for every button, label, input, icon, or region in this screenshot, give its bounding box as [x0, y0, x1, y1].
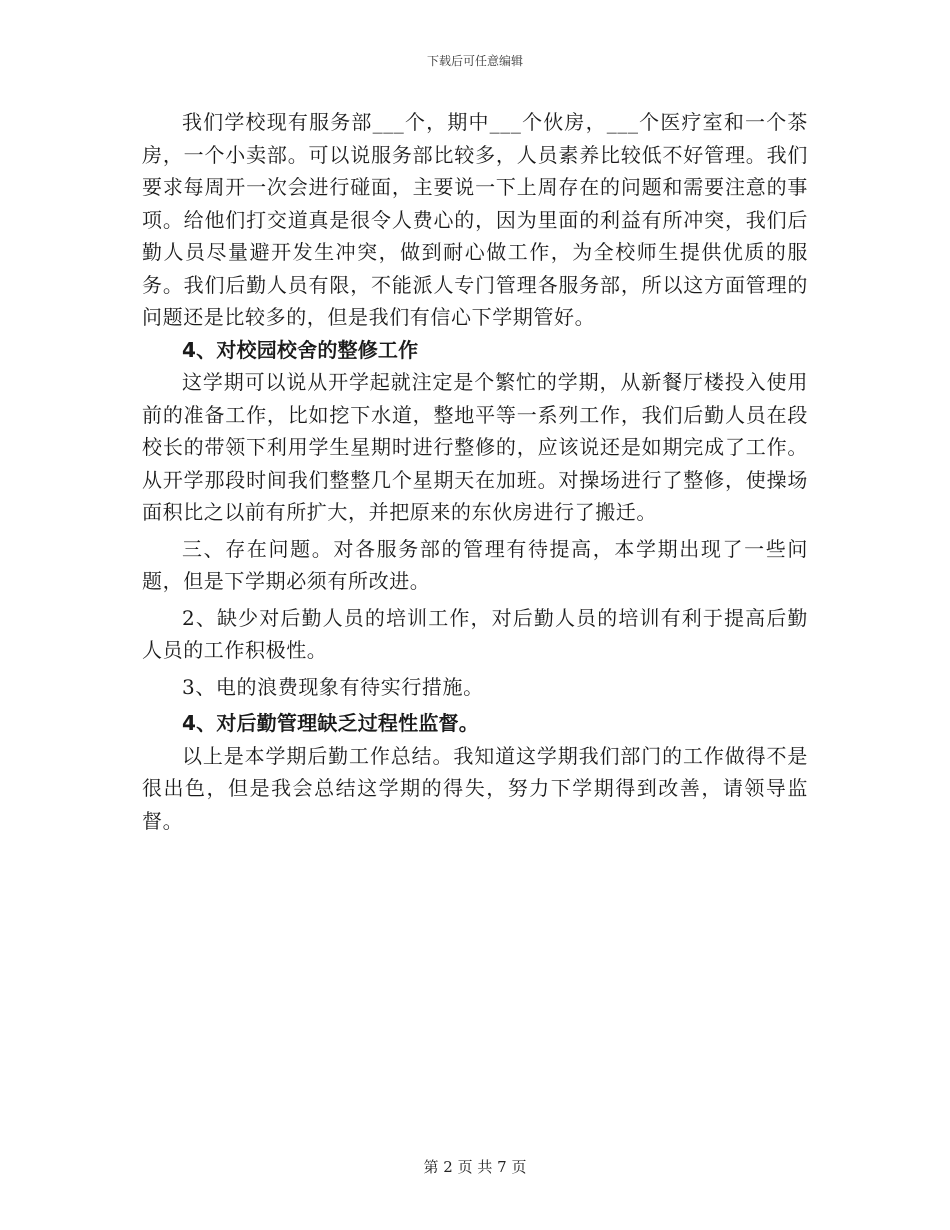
section-heading-campus-repair: 4、对校园校舍的整修工作 — [182, 337, 419, 362]
paragraph-training: 2、缺少对后勤人员的培训工作，对后勤人员的培训有利于提高后勤人员的工作积极性。 — [142, 605, 808, 662]
paragraph-electricity-waste: 3、电的浪费现象有待实行措施。 — [182, 674, 484, 699]
paragraph-campus-repair: 这学期可以说从开学起就注定是个繁忙的学期，从新餐厅楼投入使用前的准备工作，比如挖下水道，整地平等一系列工作，我们后勤人员在段校长的带领下利用学生星期时进行整修的，应该说还是如期完成了工作。从开学那段时间我们整整几个星期天在加班。对操场进行了整修，使操场面积比之以前有所扩大，并把原来的东伙房进行了搬迁。 — [142, 370, 808, 524]
section-heading-supervision: 4、对后勤管理缺乏过程性监督。 — [182, 711, 479, 735]
document-body — [142, 106, 808, 837]
paragraph-existing-problems: 三、存在问题。对各服务部的管理有待提高，本学期出现了一些问题，但是下学期必须有所改进。 — [142, 536, 808, 593]
page-header: 下载后可任意编辑 — [426, 54, 523, 68]
page-number-footer: 第 2 页 共 7 页 — [423, 1158, 527, 1176]
paragraph-service-departments: 我们学校现有服务部___个，期中___个伙房，___个医疗室和一个茶房，一个小卖部。可以说服务部比较多，人员素养比较低不好管理。我们要求每周开一次会进行碰面，主要说一下上周存在的问题和需要注意的事项。给他们打交道真是很令人费心的，因为里面的利益有所冲突，我们后勤人员尽量避开发生冲突，做到耐心做工作，为全校师生提供优质的服务。我们后勤人员有限，不能派人专门管理各服务部，所以这方面管理的问题还是比较多的，但是我们有信心下学期管好。 — [142, 110, 808, 329]
paragraph-conclusion: 以上是本学期后勤工作总结。我知道这学期我们部门的工作做得不是很出色，但是我会总结这学期的得失，努力下学期得到改善，请领导监督。 — [142, 743, 808, 833]
